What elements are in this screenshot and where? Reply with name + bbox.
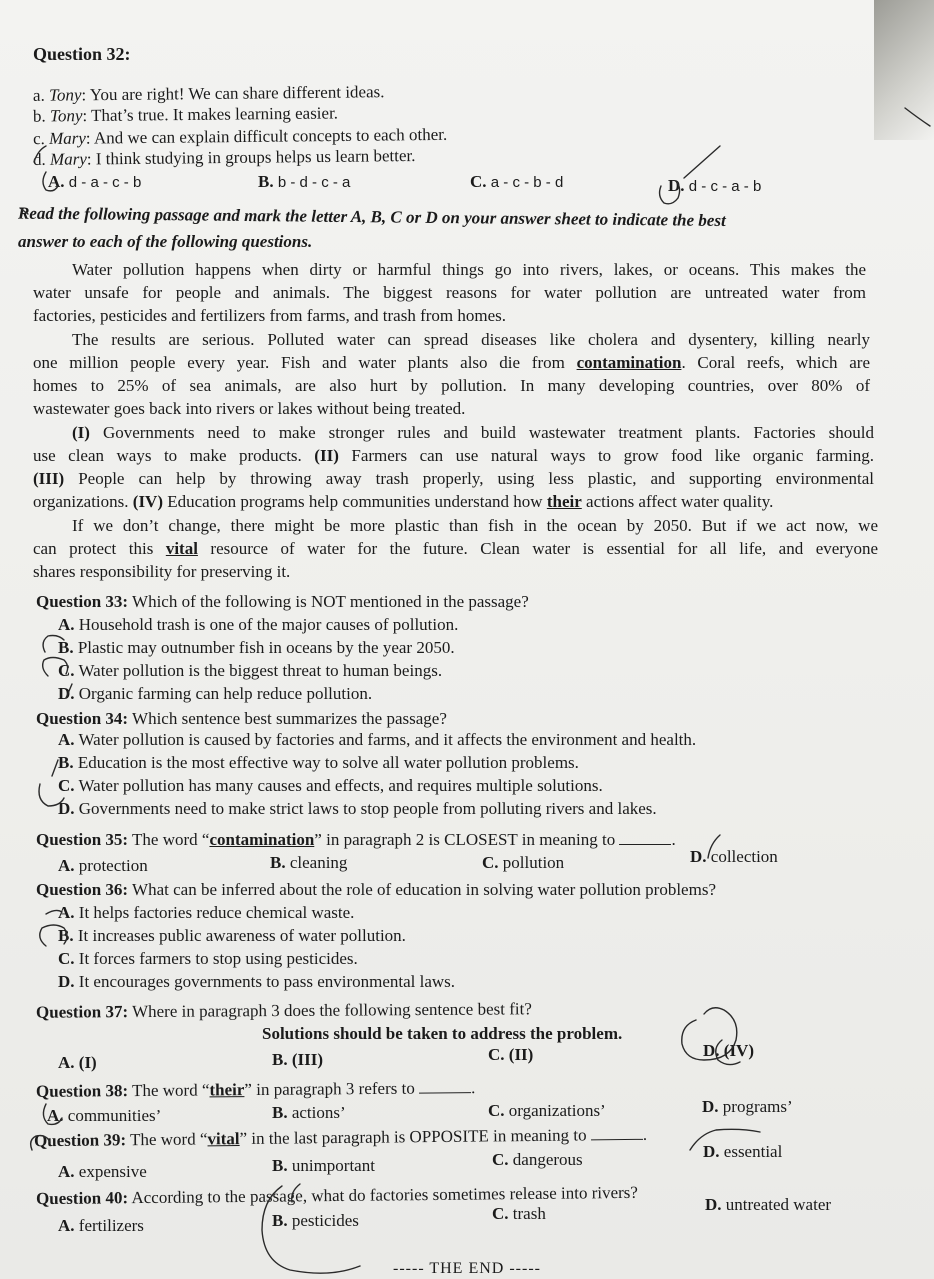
q38-options	[0, 1097, 934, 1125]
q37-option-c[interactable]: C. (II)	[488, 1045, 534, 1064]
q35-option-c[interactable]: C. pollution	[482, 853, 565, 872]
q32-line-c: c. Mary: And we can explain difficult concepts to each other.	[32, 124, 448, 149]
p1-line-3: factories, pesticides and fertilizers from farms, and trash from homes.	[33, 306, 507, 325]
q40-stem: Question 40: According to the passage, what do factories sometimes release into rivers?	[35, 1182, 639, 1209]
q34-option-c[interactable]: C. Water pollution has many causes and effects, and requires multiple solutions.	[58, 776, 603, 795]
q38-option-a[interactable]: A. communities’	[47, 1106, 162, 1125]
keyword-vital: vital	[165, 539, 198, 558]
p2-line-3: homes to 25% of sea animals, are also hurt by pollution. In many developing countries, over 80% of	[33, 376, 870, 395]
q34-stem: Question 34: Which sentence best summarizes the passage?	[36, 709, 447, 728]
p3-line-1: (I) Governments need to make stronger rules and build wastewater treatment plants. Factories should	[72, 423, 874, 442]
q39-stem: Question 39: The word “vital” in the last paragraph is OPPOSITE in meaning to .	[33, 1124, 648, 1151]
q32-line-d: d. Mary: I think studying in groups helps us learn better.	[32, 145, 416, 170]
q32-option-a[interactable]: A. d - a - c - b	[48, 172, 142, 191]
q38-blank	[419, 1078, 471, 1093]
p1-line-1: Water pollution happens when dirty or harmful things go into rivers, lakes, or oceans. This makes the	[72, 260, 866, 279]
q34-option-d[interactable]: D. Governments need to make strict laws to stop people from polluting rivers and lakes.	[58, 799, 657, 818]
q35-blank	[619, 830, 671, 845]
q35-stem: Question 35: The word “contamination” in paragraph 2 is CLOSEST in meaning to .	[36, 830, 676, 849]
q33-option-b[interactable]: B. Plastic may outnumber fish in oceans by the year 2050.	[58, 638, 455, 657]
p2-line-2: one million people every year. Fish and water plants also die from contamination. Coral reefs, which are	[33, 353, 870, 372]
q39-options	[0, 1142, 934, 1181]
p4-line-3: shares responsibility for preserving it.	[33, 562, 291, 581]
q39-option-b[interactable]: B. unimportant	[272, 1156, 375, 1175]
q40-option-a[interactable]: A. fertilizers	[58, 1216, 144, 1235]
p3-line-2: use clean ways to make products. (II) Farmers can use natural ways to grow food like organic farming.	[33, 446, 874, 465]
q36-option-c[interactable]: C. It forces farmers to stop using pesticides.	[58, 949, 358, 968]
q36-option-d[interactable]: D. It encourages governments to pass environmental laws.	[58, 972, 456, 991]
q38-option-b[interactable]: B. actions’	[272, 1103, 346, 1122]
q33-option-a[interactable]: A. Household trash is one of the major causes of pollution.	[58, 615, 459, 634]
q35-option-b[interactable]: B. cleaning	[270, 853, 348, 872]
instruction-line-1: Read the following passage and mark the letter A, B, C or D on your answer sheet to indicate the best	[17, 203, 726, 230]
q39-option-a[interactable]: A. expensive	[58, 1162, 147, 1181]
p2-line-4: wastewater goes back into rivers or lakes without being treated.	[33, 399, 466, 418]
q32-line-a: a. Tony: You are right! We can share different ideas.	[32, 82, 385, 105]
q38-option-d[interactable]: D. programs’	[702, 1097, 793, 1116]
p3-line-3: (III) People can help by throwing away trash properly, using less plastic, and supporting environmental	[33, 469, 874, 488]
q36-stem: Question 36: What can be inferred about the role of education in solving water pollution problems?	[36, 880, 716, 899]
q37-sentence: Solutions should be taken to address the problem.	[262, 1024, 623, 1043]
p2-line-1: The results are serious. Polluted water can spread diseases like cholera and dysentery, killing nearly	[72, 330, 870, 349]
page-shadow	[874, 0, 934, 140]
q40-option-c[interactable]: C. trash	[492, 1204, 546, 1223]
q38-option-c[interactable]: C. organizations’	[488, 1101, 606, 1120]
q39-blank	[591, 1125, 643, 1141]
q40-option-b[interactable]: B. pesticides	[272, 1211, 359, 1230]
q35-option-a[interactable]: A. protection	[58, 856, 148, 875]
q40-option-d[interactable]: D. untreated water	[705, 1195, 832, 1214]
q37-option-d[interactable]: D. (IV)	[703, 1041, 754, 1060]
q33-option-d[interactable]: D. Organic farming can help reduce pollution.	[58, 684, 373, 703]
p4-line-2: can protect this vital resource of water for the future. Clean water is essential for all life, and everyone	[33, 539, 878, 558]
q39-option-c[interactable]: C. dangerous	[492, 1150, 583, 1169]
instruction-line-2: answer to each of the following questions.	[18, 232, 313, 251]
q32-option-b[interactable]: B. b - d - c - a	[258, 172, 351, 191]
q35-keyword: contamination	[209, 830, 315, 849]
marker-i: (I)	[72, 423, 90, 442]
q36-option-b[interactable]: B. It increases public awareness of water pollution.	[58, 926, 406, 945]
q37-option-a[interactable]: A. (I)	[58, 1053, 97, 1072]
q39-keyword: vital	[207, 1129, 240, 1149]
q32-option-d[interactable]: D. d - c - a - b	[668, 176, 762, 195]
keyword-their: their	[546, 492, 582, 511]
q33-option-c[interactable]: C. Water pollution is the biggest threat to human beings.	[58, 661, 443, 680]
marker-iii: (III)	[33, 469, 65, 488]
marker-iv: (IV)	[132, 492, 163, 511]
the-end-footer: ----- THE END -----	[393, 1260, 541, 1277]
p3-line-4: organizations. (IV) Education programs help communities understand how their actions affect water quality.	[33, 492, 774, 511]
q36-option-a[interactable]: A. It helps factories reduce chemical waste.	[58, 903, 355, 922]
q34-option-a[interactable]: A. Water pollution is caused by factories and farms, and it affects the environment and health.	[58, 730, 697, 749]
q37-option-b[interactable]: B. (III)	[272, 1050, 324, 1069]
marker-ii: (II)	[314, 446, 339, 465]
q33-stem: Question 33: Which of the following is NOT mentioned in the passage?	[36, 592, 529, 611]
q35-option-d[interactable]: D. collection	[690, 847, 778, 866]
q39-option-d[interactable]: D. essential	[703, 1142, 783, 1161]
q32-options	[0, 172, 934, 194]
p4-line-1: If we don’t change, there might be more plastic than fish in the ocean by 2050. But if we act now, we	[72, 516, 878, 535]
q34-option-b[interactable]: B. Education is the most effective way to solve all water pollution problems.	[58, 753, 579, 772]
q37-options	[0, 1041, 934, 1072]
p1-line-2: water unsafe for people and animals. The biggest reasons for water pollution are untreated water from	[33, 283, 866, 302]
q32-title: Question 32:	[33, 44, 131, 64]
q32-option-c[interactable]: C. a - c - b - d	[470, 172, 564, 191]
keyword-contamination: contamination	[576, 353, 682, 372]
q32-line-b: b. Tony: That’s true. It makes learning easier.	[32, 103, 339, 126]
q38-stem: Question 38: The word “their” in paragraph 3 refers to .	[35, 1078, 476, 1101]
q35-options	[0, 847, 934, 875]
q37-stem: Question 37: Where in paragraph 3 does the following sentence best fit?	[35, 999, 532, 1022]
q38-keyword: their	[209, 1080, 245, 1100]
